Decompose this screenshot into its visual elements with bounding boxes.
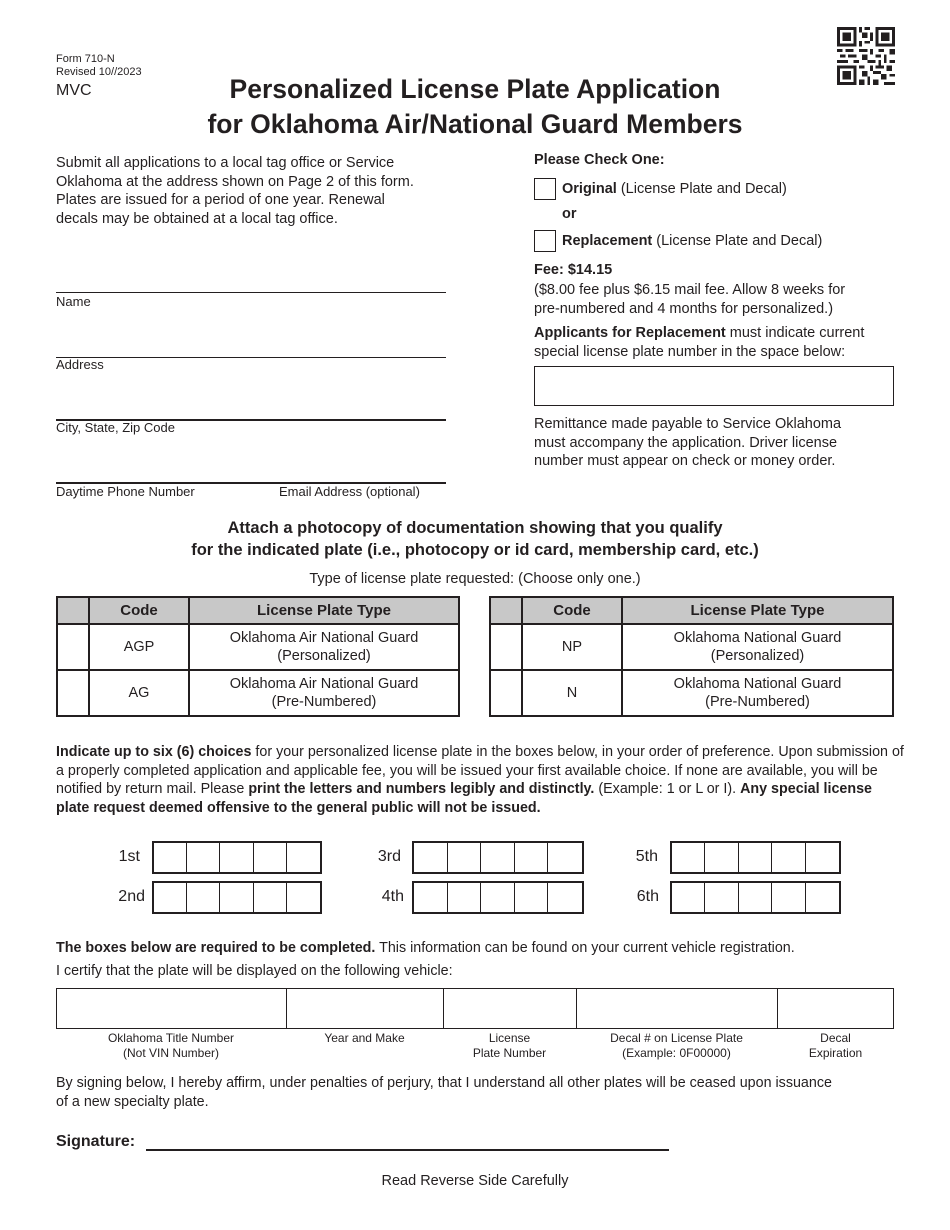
choice-3-label: 3rd: [377, 848, 401, 865]
char-box[interactable]: [220, 843, 253, 872]
vehicle-required-notice: The boxes below are required to be completed. This information can be found on your current vehicle registration.: [56, 940, 795, 956]
choice-5-boxes[interactable]: [670, 841, 841, 874]
vehicle-certify-statement: I certify that the plate will be displayed on the following vehicle:: [56, 963, 453, 979]
signature-input-line[interactable]: [146, 1149, 669, 1151]
plate-type-table-right: [489, 596, 894, 717]
char-box[interactable]: [481, 843, 515, 872]
choice-5-label: 5th: [635, 848, 658, 865]
choice-4-boxes[interactable]: [412, 881, 584, 914]
char-box[interactable]: [154, 843, 187, 872]
attach-documentation-notice: Attach a photocopy of documentation showing that you qualify for the indicated plate (i.e., photocopy or id card, membership card, etc.): [191, 519, 759, 559]
replacement-option-label: Replacement (License Plate and Decal): [562, 233, 823, 249]
select-cell-ag[interactable]: [57, 670, 89, 716]
table-row-n: N Oklahoma National Guard (Pre-Numbered): [490, 670, 893, 716]
char-box[interactable]: [515, 883, 549, 912]
qr-code-icon: [837, 27, 895, 85]
char-box[interactable]: [772, 883, 805, 912]
char-box[interactable]: [414, 843, 448, 872]
table-row-ag: AG Oklahoma Air National Guard (Pre-Numbered): [57, 670, 459, 716]
char-box[interactable]: [705, 843, 738, 872]
choice-4-label: 4th: [381, 888, 404, 905]
char-box[interactable]: [515, 843, 549, 872]
choice-6-boxes[interactable]: [670, 881, 841, 914]
signature-label: Signature:: [56, 1133, 136, 1150]
code-column-header: Code: [89, 597, 189, 624]
remittance-note: Remittance made payable to Service Oklahoma must accompany the application. Driver license number must appear on check or money order.: [534, 416, 842, 469]
current-plate-number-input[interactable]: [534, 366, 894, 406]
license-plate-number-input[interactable]: [444, 989, 577, 1028]
table-row-np: NP Oklahoma National Guard (Personalized): [490, 624, 893, 670]
address-label: Address: [56, 357, 104, 372]
revised-date: Revised 10//2023: [56, 66, 142, 78]
select-cell-np[interactable]: [490, 624, 522, 670]
select-column-header: [57, 597, 89, 624]
form-number: Form 710-N: [56, 53, 115, 65]
license-plate-number-label: License Plate Number: [472, 1031, 547, 1060]
check-one-heading: Please Check One:: [534, 152, 665, 168]
choices-instructions: Indicate up to six (6) choices for your personalized license plate in the boxes below, in your order of preference. Upon submission of a properly completed application and applicable fee, you will be issued your first available choice. If none are available, you will be notified by return mail. Please print the letters and numbers legibly and distinctly. (Example: 1 or L or I). Any special license plate request deemed offensive to the general public will not be issued.: [56, 744, 904, 816]
decal-number-label: Decal # on License Plate (Example: 0F00000): [610, 1031, 743, 1060]
replacement-checkbox[interactable]: [534, 230, 556, 252]
table-row-agp: AGP Oklahoma Air National Guard (Personalized): [57, 624, 459, 670]
title-number-label: Oklahoma Title Number (Not VIN Number): [107, 1031, 235, 1060]
replacement-note: Applicants for Replacement must indicate current special license plate number in the space below:: [534, 325, 865, 360]
fee-details: ($8.00 fee plus $6.15 mail fee. Allow 8 weeks for pre-numbered and 4 months for personalized.): [534, 282, 846, 317]
title-number-input[interactable]: [57, 989, 287, 1028]
address-input-line[interactable]: [56, 357, 446, 358]
char-box[interactable]: [806, 883, 839, 912]
char-box[interactable]: [806, 843, 839, 872]
vehicle-info-table: [56, 988, 894, 1029]
char-box[interactable]: [187, 883, 220, 912]
choice-2-boxes[interactable]: [152, 881, 322, 914]
choice-1-label: 1st: [118, 848, 140, 865]
city-state-zip-label: City, State, Zip Code: [56, 420, 175, 435]
char-box[interactable]: [705, 883, 738, 912]
char-box[interactable]: [548, 843, 582, 872]
plate-type-table-left: [56, 596, 460, 717]
plate-type-prompt: Type of license plate requested: (Choose only one.): [309, 571, 641, 587]
original-checkbox[interactable]: [534, 178, 556, 200]
char-box[interactable]: [448, 843, 482, 872]
decal-expiration-input[interactable]: [778, 989, 893, 1028]
char-box[interactable]: [220, 883, 253, 912]
char-box[interactable]: [739, 843, 772, 872]
char-box[interactable]: [254, 883, 287, 912]
original-option-label: Original (License Plate and Decal): [562, 181, 787, 197]
name-label: Name: [56, 294, 91, 309]
division-code: MVC: [56, 82, 92, 99]
char-box[interactable]: [672, 843, 705, 872]
or-separator: or: [562, 206, 577, 222]
year-make-label: Year and Make: [324, 1031, 405, 1045]
type-column-header: License Plate Type: [622, 597, 893, 624]
choice-3-boxes[interactable]: [412, 841, 584, 874]
select-cell-n[interactable]: [490, 670, 522, 716]
select-column-header: [490, 597, 522, 624]
char-box[interactable]: [481, 883, 515, 912]
char-box[interactable]: [154, 883, 187, 912]
char-box[interactable]: [772, 843, 805, 872]
type-column-header: License Plate Type: [189, 597, 459, 624]
select-cell-agp[interactable]: [57, 624, 89, 670]
choice-2-label: 2nd: [118, 888, 145, 905]
code-column-header: Code: [522, 597, 622, 624]
char-box[interactable]: [187, 843, 220, 872]
char-box[interactable]: [548, 883, 582, 912]
footer-note: Read Reverse Side Carefully: [381, 1173, 569, 1189]
choice-6-label: 6th: [636, 888, 659, 905]
char-box[interactable]: [414, 883, 448, 912]
choice-1-boxes[interactable]: [152, 841, 322, 874]
title-line-2: for Oklahoma Air/National Guard Members: [207, 109, 743, 139]
phone-label: Daytime Phone Number: [56, 484, 195, 499]
year-make-input[interactable]: [287, 989, 444, 1028]
char-box[interactable]: [287, 883, 320, 912]
char-box[interactable]: [448, 883, 482, 912]
email-label: Email Address (optional): [279, 484, 420, 499]
affirmation-statement: By signing below, I hereby affirm, under penalties of perjury, that I understand all other plates will be ceased upon issuance of a new specialty plate.: [56, 1075, 832, 1110]
char-box[interactable]: [672, 883, 705, 912]
fee-amount: Fee: $14.15: [534, 262, 613, 278]
name-input-line[interactable]: [56, 292, 446, 293]
intro-text: Submit all applications to a local tag office or Service Oklahoma at the address shown on Page 2 of this form. Plates are issued for a period of one year. Renewal decals may be obtained at a local tag office.: [56, 155, 414, 227]
decal-number-input[interactable]: [577, 989, 778, 1028]
char-box[interactable]: [739, 883, 772, 912]
decal-expiration-label: Decal Expiration: [808, 1031, 863, 1060]
char-box[interactable]: [287, 843, 320, 872]
char-box[interactable]: [254, 843, 287, 872]
page-title: [150, 72, 800, 142]
title-line-1: Personalized License Plate Application: [229, 74, 721, 104]
